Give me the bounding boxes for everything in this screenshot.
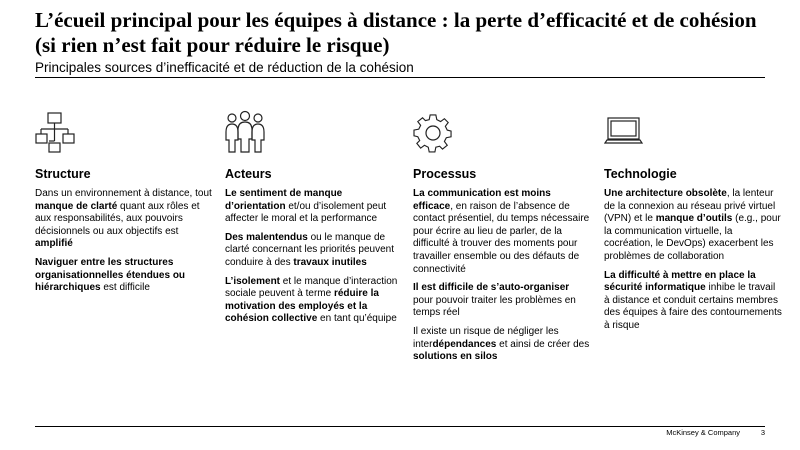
text-run: L’isolement bbox=[225, 275, 281, 287]
column-processus bbox=[413, 110, 591, 363]
column-paragraph bbox=[225, 188, 403, 226]
people-icon bbox=[225, 110, 265, 154]
gear-icon bbox=[413, 110, 453, 154]
text-run: Une architecture obsolète bbox=[604, 188, 727, 199]
text-run: réduire la motivation des employés et la cohésion collective bbox=[225, 288, 379, 325]
text-run: , la lenteur de la connexion au réseau privé virtuel (VPN) et le bbox=[604, 188, 776, 225]
column-paragraph bbox=[413, 188, 591, 276]
text-run: manque d’outils bbox=[655, 213, 733, 225]
text-run: dépendances bbox=[432, 338, 497, 350]
text-run: et ainsi de créer des bbox=[496, 338, 590, 350]
text-run: Il est difficile de s’auto-organiser bbox=[413, 282, 570, 294]
page-subtitle: Principales sources d’inefficacité et de réduction de la cohésion bbox=[35, 60, 414, 75]
column-body bbox=[413, 188, 591, 370]
column-technologie bbox=[604, 110, 782, 331]
column-body bbox=[35, 188, 213, 301]
title-divider bbox=[35, 77, 765, 78]
text-run: et le manque d’interaction sociale peuvent à terme bbox=[225, 275, 398, 300]
text-run: pour pouvoir traiter les problèmes en temps réel bbox=[413, 294, 576, 319]
org-chart-icon bbox=[35, 110, 75, 154]
text-run: ou le manque de clarté concernant les priorités peuvent conduire à des bbox=[225, 231, 394, 268]
footer-divider bbox=[35, 426, 765, 427]
text-run: travaux inutiles bbox=[293, 256, 367, 268]
column-paragraph bbox=[604, 188, 782, 264]
text-run: Le sentiment de manque d’orientation bbox=[225, 188, 343, 212]
column-body bbox=[604, 188, 782, 339]
text-run: amplifié bbox=[35, 238, 73, 250]
text-run: Dans un environnement à distance, tout bbox=[35, 188, 212, 199]
text-run: inhibe le travail à distance et conduit certains membres des équipes à faire des contournements à risque bbox=[604, 282, 782, 331]
column-paragraph bbox=[604, 270, 782, 333]
column-paragraph bbox=[35, 188, 213, 251]
page-title: L’écueil principal pour les équipes à distance : la perte d’efficacité et de cohésion (si rien n’est fait pour réduire le risque) bbox=[35, 8, 757, 57]
column-paragraph bbox=[225, 232, 403, 270]
laptop-icon bbox=[604, 110, 644, 154]
column-title: Technologie bbox=[604, 167, 677, 181]
text-run: quant aux rôles et aux responsabilités, aux pouvoirs décisionnels ou aux objectifs est bbox=[35, 200, 200, 237]
text-run: en tant qu’équipe bbox=[317, 313, 397, 325]
column-title: Processus bbox=[413, 167, 477, 181]
text-run: , en raison de l’absence de contact présentiel, du temps nécessaire pour écrire au lieu de parler, de la difficulté à trouver des moments pour travailler ensemble ou des défauts de connectivité bbox=[413, 200, 590, 275]
text-run: La difficulté à mettre en place la sécurité informatique bbox=[604, 269, 756, 294]
text-run: (e.g., pour la communication virtuelle, la cocréation, le DevOps) exacerbent les problèmes de collaboration bbox=[604, 213, 781, 262]
text-run: Des malentendus bbox=[225, 231, 308, 243]
text-run: La communication est moins efficace bbox=[413, 188, 551, 212]
column-paragraph bbox=[225, 276, 403, 326]
column-paragraph bbox=[413, 326, 591, 364]
column-title: Acteurs bbox=[225, 167, 272, 181]
text-run: et/ou d’isolement peut affecter le moral et la performance bbox=[225, 200, 387, 225]
column-structure bbox=[35, 110, 213, 294]
column-paragraph bbox=[413, 282, 591, 320]
footer-company: McKinsey & Company bbox=[666, 428, 740, 437]
text-run: solutions en silos bbox=[413, 351, 498, 363]
column-title: Structure bbox=[35, 167, 91, 181]
column-acteurs bbox=[225, 110, 403, 325]
column-paragraph bbox=[35, 257, 213, 295]
text-run: Naviguer entre les structures organisationnelles étendues ou hiérarchiques bbox=[35, 256, 186, 294]
text-run: manque de clarté bbox=[35, 200, 118, 212]
page-number: 3 bbox=[760, 428, 765, 437]
text-run: est difficile bbox=[100, 282, 150, 294]
text-run: Il existe un risque de négliger les inter bbox=[413, 325, 559, 350]
column-body bbox=[225, 188, 403, 332]
